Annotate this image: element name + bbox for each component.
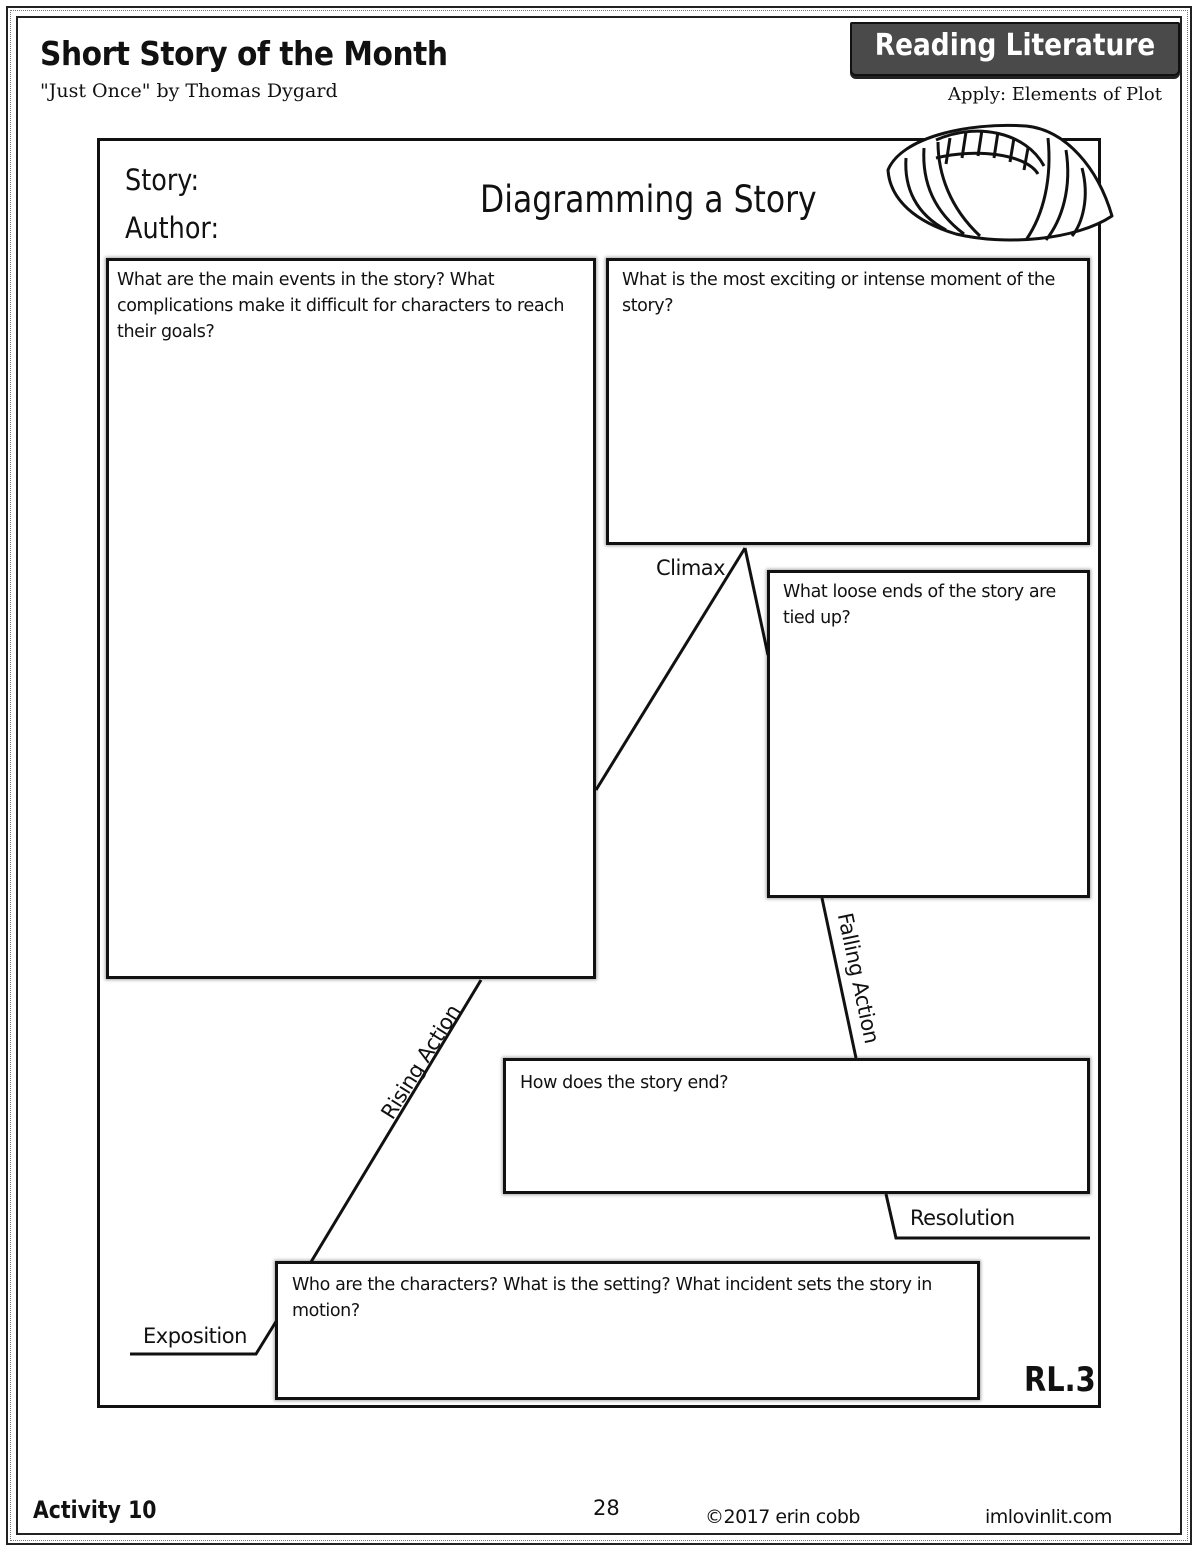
page-number: 28 (593, 1496, 620, 1520)
climax-rise-line (596, 548, 745, 790)
falling-action-label: Falling Action (832, 910, 884, 1046)
author-field-label: Author: (125, 211, 220, 245)
rising-action-question: What are the main events in the story? What complications make it difficult for characters to reach their goals? (117, 270, 565, 342)
climax-box[interactable] (606, 258, 1090, 545)
falling-action-question: What loose ends of the story are tied up? (783, 582, 1056, 628)
skill-label: Apply: Elements of Plot (948, 84, 1162, 105)
exposition-box[interactable] (275, 1261, 980, 1400)
resolution-question: How does the story end? (520, 1073, 729, 1093)
rising-action-label: Rising Action (376, 1000, 466, 1124)
falling-action-box[interactable] (767, 570, 1090, 898)
resolution-label: Resolution (910, 1206, 1015, 1230)
story-subtitle: "Just Once" by Thomas Dygard (40, 80, 338, 102)
activity-number: Activity 10 (33, 1496, 157, 1524)
website-text: imlovinlit.com (985, 1506, 1112, 1528)
resolution-box[interactable] (503, 1058, 1090, 1194)
climax-label: Climax (656, 556, 726, 580)
category-banner-label: Reading Literature (874, 28, 1156, 63)
worksheet-title: Diagramming a Story (480, 178, 817, 221)
series-title: Short Story of the Month (40, 34, 448, 73)
story-field-label: Story: (125, 163, 200, 197)
rising-action-box[interactable] (106, 258, 596, 979)
standard-code: RL.3 (1024, 1360, 1096, 1400)
copyright-text: ©2017 erin cobb (705, 1506, 860, 1528)
climax-question: What is the most exciting or intense moment of the story? (622, 270, 1055, 316)
climax-fall-line (745, 548, 768, 655)
exposition-label: Exposition (143, 1324, 247, 1348)
exposition-question: Who are the characters? What is the setting? What incident sets the story in motion? (292, 1275, 932, 1321)
